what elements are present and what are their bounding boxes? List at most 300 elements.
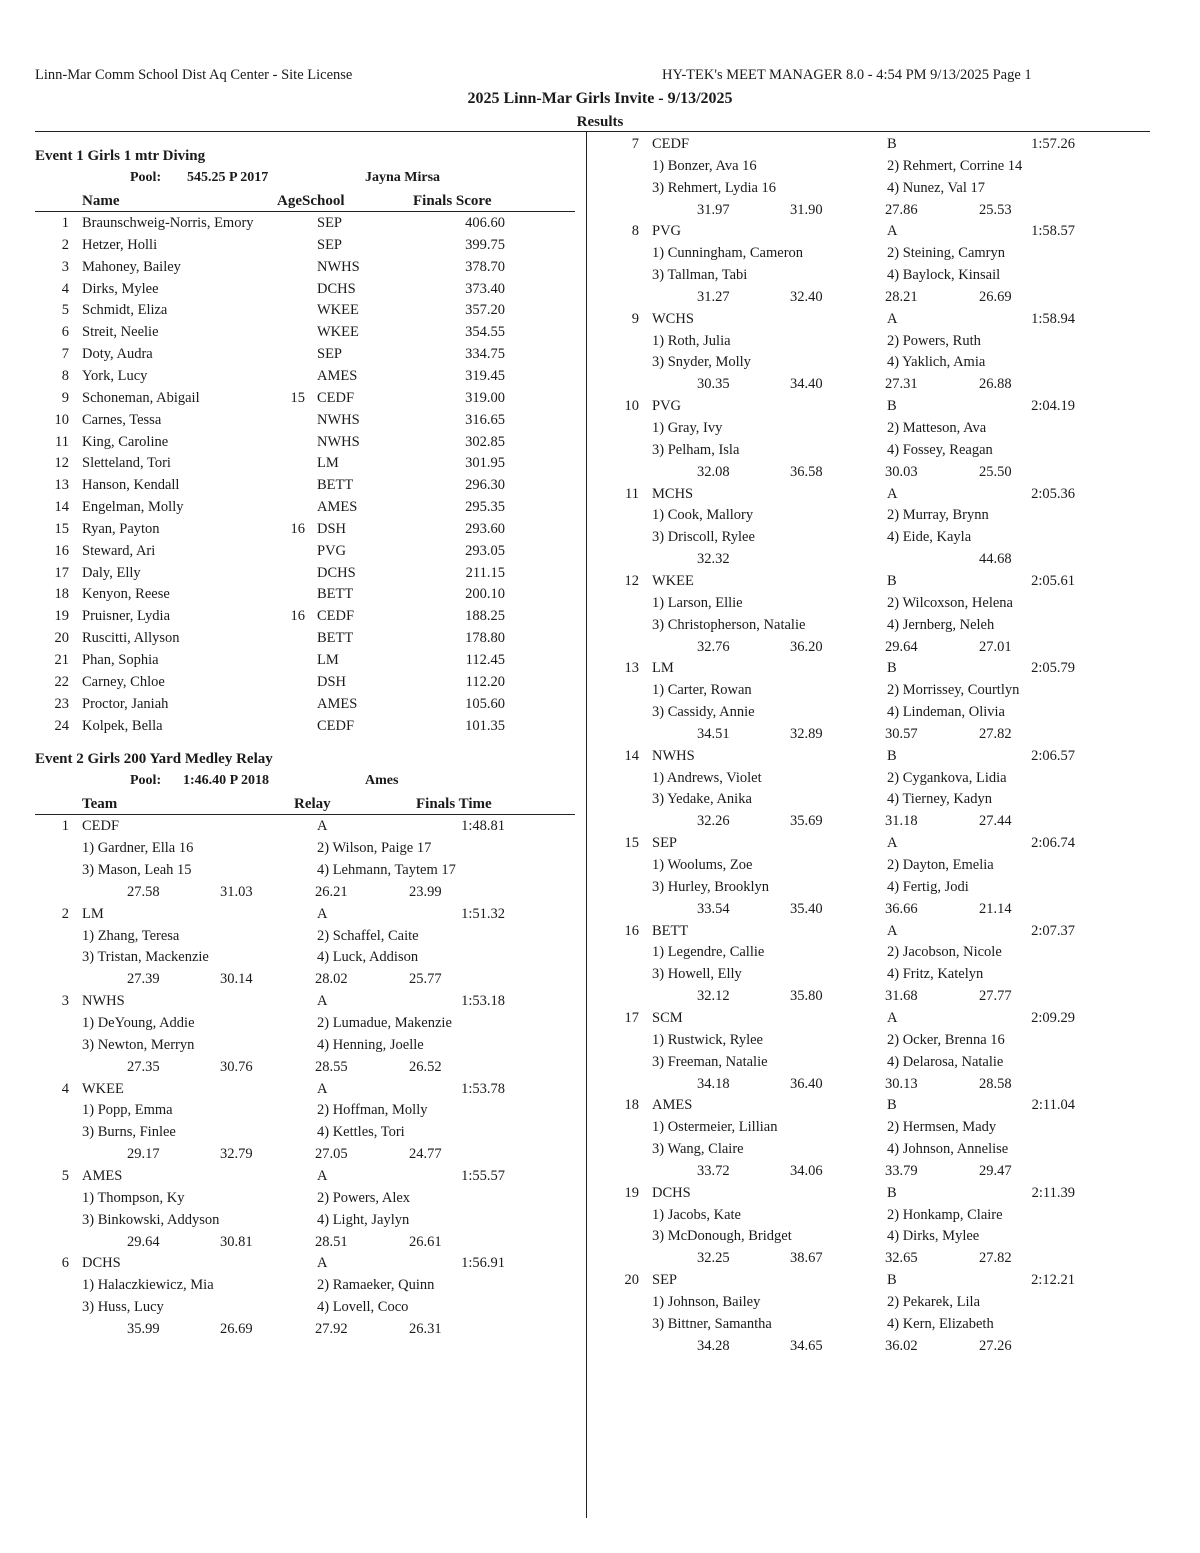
split-time: 27.77 <box>979 988 1012 1005</box>
school: NWHS <box>317 433 360 450</box>
age: 16 <box>290 520 305 537</box>
split-time: 36.20 <box>790 638 823 655</box>
relay-team-row <box>598 835 1158 857</box>
team-name: SCM <box>652 1010 683 1026</box>
diver-name: Phan, Sophia <box>82 652 159 668</box>
place: 20 <box>54 630 69 647</box>
relay-splits-row <box>598 376 1158 398</box>
relay-splits-row <box>598 988 1158 1010</box>
school: LM <box>317 455 339 472</box>
swimmer-3: 3) Mason, Leah 15 <box>82 862 192 879</box>
swimmer-4: 4) Baylock, Kinsail <box>887 267 1001 284</box>
finals-time: 1:58.94 <box>1031 310 1075 327</box>
finals-time: 2:06.74 <box>1031 835 1075 852</box>
relay-swimmers-row <box>598 333 1158 355</box>
swimmer-4: 4) Fertig, Jodi <box>887 878 969 895</box>
relay-entry <box>35 1168 595 1255</box>
finals-time: 1:53.78 <box>461 1080 505 1097</box>
place: 2 <box>61 236 69 253</box>
split-time: 27.82 <box>979 725 1012 742</box>
relay-letter: A <box>887 310 898 327</box>
diver-name: Engelman, Molly <box>82 499 184 516</box>
relay-swimmers-row <box>35 1277 595 1299</box>
swimmer-2: 2) Lumadue, Makenzie <box>317 1015 452 1032</box>
relay-entry <box>598 486 1158 573</box>
diving-result-row <box>35 324 580 346</box>
relay-entry <box>598 573 1158 660</box>
school: DCHS <box>317 280 356 297</box>
swimmer-1: 1) DeYoung, Addie <box>82 1015 195 1032</box>
place: 4 <box>61 1080 69 1097</box>
col-header-relay: Relay <box>294 796 331 813</box>
relay-splits-row <box>598 1076 1158 1098</box>
relay-letter: A <box>887 223 898 240</box>
diver-name: Daly, Elly <box>82 564 141 581</box>
relay-splits-row <box>598 639 1158 661</box>
finals-score: 399.75 <box>465 236 505 253</box>
swimmer-3: 3) Cassidy, Annie <box>652 704 755 721</box>
split-time: 27.92 <box>315 1320 348 1337</box>
swimmer-4: 4) Fritz, Katelyn <box>887 966 984 983</box>
results-title: Results <box>576 114 624 130</box>
split-time: 24.77 <box>409 1146 442 1163</box>
split-time: 31.18 <box>885 813 918 830</box>
event-2-header-rule <box>35 814 575 815</box>
finals-time: 2:11.04 <box>1031 1097 1075 1114</box>
relay-letter: B <box>887 660 897 677</box>
split-time: 44.68 <box>979 551 1012 568</box>
diver-name: Hanson, Kendall <box>82 477 180 494</box>
relay-swimmers-row <box>35 840 595 862</box>
relay-swimmers-row <box>598 966 1158 988</box>
relay-letter: B <box>887 1272 897 1289</box>
relay-team-row <box>35 993 595 1015</box>
swimmer-1: 1) Halaczkiewicz, Mia <box>82 1277 214 1294</box>
relay-swimmers-row <box>35 1212 595 1234</box>
diving-result-row <box>35 521 580 543</box>
place: 9 <box>631 310 639 327</box>
place: 17 <box>54 564 69 581</box>
split-time: 28.02 <box>315 971 348 988</box>
place: 5 <box>61 302 69 319</box>
diver-name: Hetzer, Holli <box>82 236 158 253</box>
school: WKEE <box>317 324 359 341</box>
swimmer-2: 2) Jacobson, Nicole <box>887 944 1002 961</box>
relay-swimmers-row <box>598 529 1158 551</box>
place: 17 <box>624 1010 639 1026</box>
pool-record-value: 545.25 P 2017 <box>187 170 269 185</box>
relay-swimmers-row <box>598 267 1158 289</box>
school: AMES <box>317 499 358 516</box>
relay-swimmers-row <box>35 1037 595 1059</box>
finals-score: 334.75 <box>465 346 505 363</box>
team-name: LM <box>652 660 674 677</box>
relay-swimmers-row <box>598 1228 1158 1250</box>
place: 1 <box>61 215 69 231</box>
swimmer-3: 3) Newton, Merryn <box>82 1036 195 1053</box>
place: 3 <box>61 258 69 275</box>
swimmer-1: 1) Bonzer, Ava 16 <box>652 157 757 174</box>
relay-splits-row <box>598 551 1158 573</box>
team-name: NWHS <box>652 747 695 764</box>
split-time: 26.69 <box>979 288 1012 305</box>
school: DCHS <box>317 564 356 581</box>
swimmer-3: 3) Burns, Finlee <box>82 1124 176 1141</box>
swimmer-3: 3) Bittner, Samantha <box>652 1315 772 1332</box>
finals-time: 1:56.91 <box>461 1255 505 1272</box>
relay-swimmers-row <box>598 245 1158 267</box>
place: 19 <box>624 1184 639 1201</box>
finals-time: 1:58.57 <box>1031 223 1075 240</box>
split-time: 28.21 <box>885 288 918 305</box>
place: 7 <box>61 346 69 363</box>
swimmer-2: 2) Steining, Camryn <box>887 245 1006 262</box>
finals-score: 319.00 <box>465 389 505 406</box>
split-time: 28.58 <box>979 1075 1012 1092</box>
split-time: 26.21 <box>315 883 348 900</box>
relay-splits-row <box>598 726 1158 748</box>
diver-name: Sletteland, Tori <box>82 455 171 472</box>
meet-title: 2025 Linn-Mar Girls Invite - 9/13/2025 <box>467 90 733 107</box>
team-name: PVG <box>652 398 682 415</box>
swimmer-4: 4) Lindeman, Olivia <box>887 704 1005 721</box>
school: AMES <box>317 695 358 712</box>
split-time: 36.66 <box>885 900 918 917</box>
finals-time: 2:05.36 <box>1031 485 1075 502</box>
relay-swimmers-row <box>35 949 595 971</box>
swimmer-4: 4) Henning, Joelle <box>317 1036 424 1053</box>
team-name: AMES <box>82 1168 123 1184</box>
col-header-name: Name <box>82 193 120 209</box>
split-time: 26.88 <box>979 376 1012 393</box>
finals-time: 1:51.32 <box>461 905 505 922</box>
relay-swimmers-row <box>598 1119 1158 1141</box>
swimmer-4: 4) Kern, Elizabeth <box>887 1315 994 1332</box>
split-time: 33.79 <box>885 1162 918 1179</box>
split-time: 26.69 <box>220 1320 253 1337</box>
swimmer-3: 3) Howell, Elly <box>652 966 742 983</box>
swimmer-3: 3) Freeman, Natalie <box>652 1053 768 1070</box>
swimmer-3: 3) Driscoll, Rylee <box>652 529 755 546</box>
relay-entry <box>598 398 1158 485</box>
team-name: PVG <box>652 223 682 240</box>
relay-team-row <box>598 1097 1158 1119</box>
swimmer-3: 3) Wang, Claire <box>652 1141 744 1158</box>
place: 11 <box>55 433 69 450</box>
split-time: 38.67 <box>790 1250 823 1267</box>
relay-swimmers-row <box>598 1316 1158 1338</box>
relay-splits-row <box>35 1321 595 1343</box>
finals-score: 378.70 <box>465 258 505 275</box>
place: 16 <box>624 922 639 939</box>
relay-swimmers-row <box>598 1054 1158 1076</box>
school: CEDF <box>317 389 355 406</box>
swimmer-3: 3) McDonough, Bridget <box>652 1228 792 1245</box>
team-name: LM <box>82 905 104 922</box>
relay-entry <box>598 1272 1158 1359</box>
team-name: SEP <box>652 835 677 852</box>
finals-score: 319.45 <box>465 367 505 384</box>
split-time: 34.40 <box>790 376 823 393</box>
relay-team-row <box>598 136 1158 158</box>
swimmer-1: 1) Ostermeier, Lillian <box>652 1119 778 1136</box>
swimmer-2: 2) Pekarek, Lila <box>887 1294 981 1311</box>
split-time: 32.89 <box>790 725 823 742</box>
school: LM <box>317 652 339 668</box>
relay-team-row <box>35 1081 595 1103</box>
split-time: 32.32 <box>697 551 730 568</box>
split-time: 27.44 <box>979 813 1012 830</box>
finals-score: 301.95 <box>465 455 505 472</box>
school: AMES <box>317 367 358 384</box>
place: 22 <box>54 673 69 690</box>
split-time: 30.14 <box>220 971 253 988</box>
team-name: WCHS <box>652 310 694 327</box>
split-time: 31.97 <box>697 201 730 218</box>
split-time: 27.82 <box>979 1250 1012 1267</box>
swimmer-3: 3) Tristan, Mackenzie <box>82 949 209 966</box>
finals-time: 1:48.81 <box>461 818 505 835</box>
team-name: WKEE <box>652 573 694 589</box>
split-time: 27.01 <box>979 638 1012 655</box>
diver-name: Carney, Chloe <box>82 673 165 690</box>
relay-swimmers-row <box>35 1124 595 1146</box>
diving-result-row <box>35 608 580 630</box>
place: 19 <box>54 608 69 625</box>
swimmer-2: 2) Hoffman, Molly <box>317 1102 428 1119</box>
relay-entry <box>35 906 595 993</box>
diver-name: Kenyon, Reese <box>82 586 170 603</box>
place: 10 <box>54 411 69 428</box>
swimmer-2: 2) Schaffel, Caite <box>317 927 419 944</box>
split-time: 23.99 <box>409 883 442 900</box>
diver-name: Doty, Audra <box>82 346 153 363</box>
split-time: 27.39 <box>127 971 160 988</box>
split-time: 33.54 <box>697 900 730 917</box>
event-1-pool-record <box>35 170 580 190</box>
finals-score: 354.55 <box>465 324 505 341</box>
place: 20 <box>624 1272 639 1289</box>
place: 15 <box>624 835 639 852</box>
relay-team-row <box>598 1272 1158 1294</box>
team-name: AMES <box>652 1097 693 1114</box>
place: 23 <box>54 695 69 712</box>
relay-swimmers-row <box>598 879 1158 901</box>
swimmer-2: 2) Matteson, Ava <box>887 420 987 437</box>
school: NWHS <box>317 258 360 275</box>
school: BETT <box>317 630 354 647</box>
swimmer-1: 1) Cook, Mallory <box>652 507 754 524</box>
relay-splits-row <box>598 1250 1158 1272</box>
header-left: Linn-Mar Comm School Dist Aq Center - Site License <box>35 67 353 83</box>
split-time: 34.18 <box>697 1075 730 1092</box>
place: 7 <box>631 136 639 152</box>
place: 6 <box>61 1255 69 1272</box>
diving-result-row <box>35 346 580 368</box>
swimmer-1: 1) Carter, Rowan <box>652 682 752 699</box>
split-time: 28.55 <box>315 1058 348 1075</box>
diver-name: York, Lucy <box>82 367 148 384</box>
finals-score: 295.35 <box>465 499 505 516</box>
split-time: 27.58 <box>127 883 160 900</box>
school: PVG <box>317 542 347 559</box>
swimmer-4: 4) Fossey, Reagan <box>887 441 993 458</box>
diver-name: Steward, Ari <box>82 542 156 559</box>
split-time: 36.02 <box>885 1337 918 1354</box>
finals-score: 101.35 <box>465 717 505 734</box>
swimmer-1: 1) Rustwick, Rylee <box>652 1031 763 1048</box>
swimmer-4: 4) Jernberg, Neleh <box>887 616 995 633</box>
event-2-pool-record <box>35 773 580 793</box>
relay-entry <box>35 1255 595 1342</box>
pool-record-holder: Ames <box>365 773 399 789</box>
diving-result-row <box>35 455 580 477</box>
place: 15 <box>54 520 69 537</box>
relay-team-row <box>35 906 595 928</box>
swimmer-2: 2) Cygankova, Lidia <box>887 769 1007 786</box>
swimmer-2: 2) Ramaeker, Quinn <box>317 1277 435 1294</box>
relay-team-row <box>35 1168 595 1190</box>
relay-team-row <box>598 223 1158 245</box>
relay-entry <box>598 660 1158 747</box>
split-time: 34.28 <box>697 1337 730 1354</box>
relay-letter: A <box>887 485 898 502</box>
relay-team-row <box>598 398 1158 420</box>
team-name: SEP <box>652 1272 677 1289</box>
relay-swimmers-row <box>35 1015 595 1037</box>
col-header-team: Team <box>82 796 118 813</box>
col-header-finals-time: Finals Time <box>416 796 492 813</box>
relay-letter: A <box>317 818 328 835</box>
split-time: 26.52 <box>409 1058 442 1075</box>
relay-splits-row <box>35 1234 595 1256</box>
relay-swimmers-row <box>35 1102 595 1124</box>
school: CEDF <box>317 608 355 625</box>
team-name: CEDF <box>82 818 120 835</box>
split-time: 25.50 <box>979 463 1012 480</box>
relay-swimmers-row <box>35 928 595 950</box>
relay-swimmers-row <box>598 1207 1158 1229</box>
pool-record-holder: Jayna Mirsa <box>365 170 441 185</box>
split-time: 30.57 <box>885 725 918 742</box>
place: 2 <box>61 905 69 922</box>
split-time: 31.27 <box>697 288 730 305</box>
finals-time: 1:55.57 <box>461 1168 505 1184</box>
diving-result-row <box>35 499 580 521</box>
swimmer-4: 4) Tierney, Kadyn <box>887 791 992 808</box>
diver-name: Mahoney, Bailey <box>82 258 181 275</box>
relay-team-row <box>35 1255 595 1277</box>
school: WKEE <box>317 302 359 319</box>
swimmer-4: 4) Kettles, Tori <box>317 1124 405 1141</box>
finals-time: 2:11.39 <box>1031 1184 1075 1201</box>
swimmer-1: 1) Andrews, Violet <box>652 769 762 786</box>
finals-score: 357.20 <box>465 302 505 319</box>
split-time: 32.25 <box>697 1250 730 1267</box>
diving-result-row <box>35 412 580 434</box>
relay-letter: A <box>317 1168 328 1184</box>
place: 16 <box>54 542 69 559</box>
school: SEP <box>317 215 342 231</box>
relay-team-row <box>598 573 1158 595</box>
swimmer-3: 3) Yedake, Anika <box>652 791 752 808</box>
split-time: 35.69 <box>790 813 823 830</box>
relay-entry <box>35 1081 595 1168</box>
relay-letter: A <box>887 835 898 852</box>
team-name: DCHS <box>652 1184 691 1201</box>
swimmer-3: 3) Huss, Lucy <box>82 1299 164 1316</box>
swimmer-4: 4) Delarosa, Natalie <box>887 1053 1004 1070</box>
diving-result-row <box>35 259 580 281</box>
split-time: 25.77 <box>409 971 442 988</box>
swimmer-1: 1) Cunningham, Cameron <box>652 245 804 262</box>
diving-result-row <box>35 281 580 303</box>
split-time: 29.47 <box>979 1162 1012 1179</box>
split-time: 30.03 <box>885 463 918 480</box>
split-time: 34.65 <box>790 1337 823 1354</box>
swimmer-1: 1) Gardner, Ella 16 <box>82 840 194 857</box>
split-time: 34.51 <box>697 725 730 742</box>
relay-entry <box>598 1010 1158 1097</box>
diving-result-row <box>35 718 580 740</box>
relay-entry <box>598 748 1158 835</box>
relay-entry <box>598 223 1158 310</box>
finals-time: 2:05.79 <box>1031 660 1075 677</box>
relay-splits-row <box>598 901 1158 923</box>
event-1-title: Event 1 Girls 1 mtr Diving <box>35 148 206 164</box>
diver-name: Dirks, Mylee <box>82 280 159 297</box>
relay-letter: B <box>887 136 897 152</box>
relay-swimmers-row <box>598 944 1158 966</box>
place: 14 <box>624 747 639 764</box>
split-time: 27.86 <box>885 201 918 218</box>
team-name: DCHS <box>82 1255 121 1272</box>
relay-swimmers-row <box>598 1032 1158 1054</box>
swimmer-2: 2) Ocker, Brenna 16 <box>887 1031 1005 1048</box>
split-time: 32.65 <box>885 1250 918 1267</box>
swimmer-2: 2) Morrissey, Courtlyn <box>887 682 1020 699</box>
swimmer-2: 2) Powers, Ruth <box>887 332 981 349</box>
swimmer-4: 4) Nunez, Val 17 <box>887 179 985 196</box>
relay-splits-row <box>598 464 1158 486</box>
split-time: 26.61 <box>409 1233 442 1250</box>
swimmer-1: 1) Roth, Julia <box>652 332 731 349</box>
relay-letter: A <box>887 922 898 939</box>
relay-entry <box>598 1185 1158 1272</box>
diving-result-row <box>35 696 580 718</box>
relay-swimmers-row <box>598 507 1158 529</box>
place: 18 <box>54 586 69 603</box>
col-header-finals-score: Finals Score <box>413 193 492 209</box>
relay-team-row <box>598 660 1158 682</box>
school: BETT <box>317 477 354 494</box>
finals-score: 112.20 <box>465 673 505 690</box>
relay-letter: B <box>887 747 897 764</box>
school: CEDF <box>317 717 355 734</box>
pool-label: Pool: <box>130 170 162 185</box>
relay-letter: B <box>887 398 897 415</box>
place: 5 <box>61 1168 69 1184</box>
relay-swimmers-row <box>35 862 595 884</box>
split-time: 26.31 <box>409 1320 442 1337</box>
split-time: 29.64 <box>885 638 918 655</box>
swimmer-4: 4) Dirks, Mylee <box>887 1228 980 1245</box>
relay-entry <box>598 136 1158 223</box>
swimmer-3: 3) Christopherson, Natalie <box>652 616 806 633</box>
split-time: 35.40 <box>790 900 823 917</box>
split-time: 34.06 <box>790 1162 823 1179</box>
place: 11 <box>625 485 639 502</box>
